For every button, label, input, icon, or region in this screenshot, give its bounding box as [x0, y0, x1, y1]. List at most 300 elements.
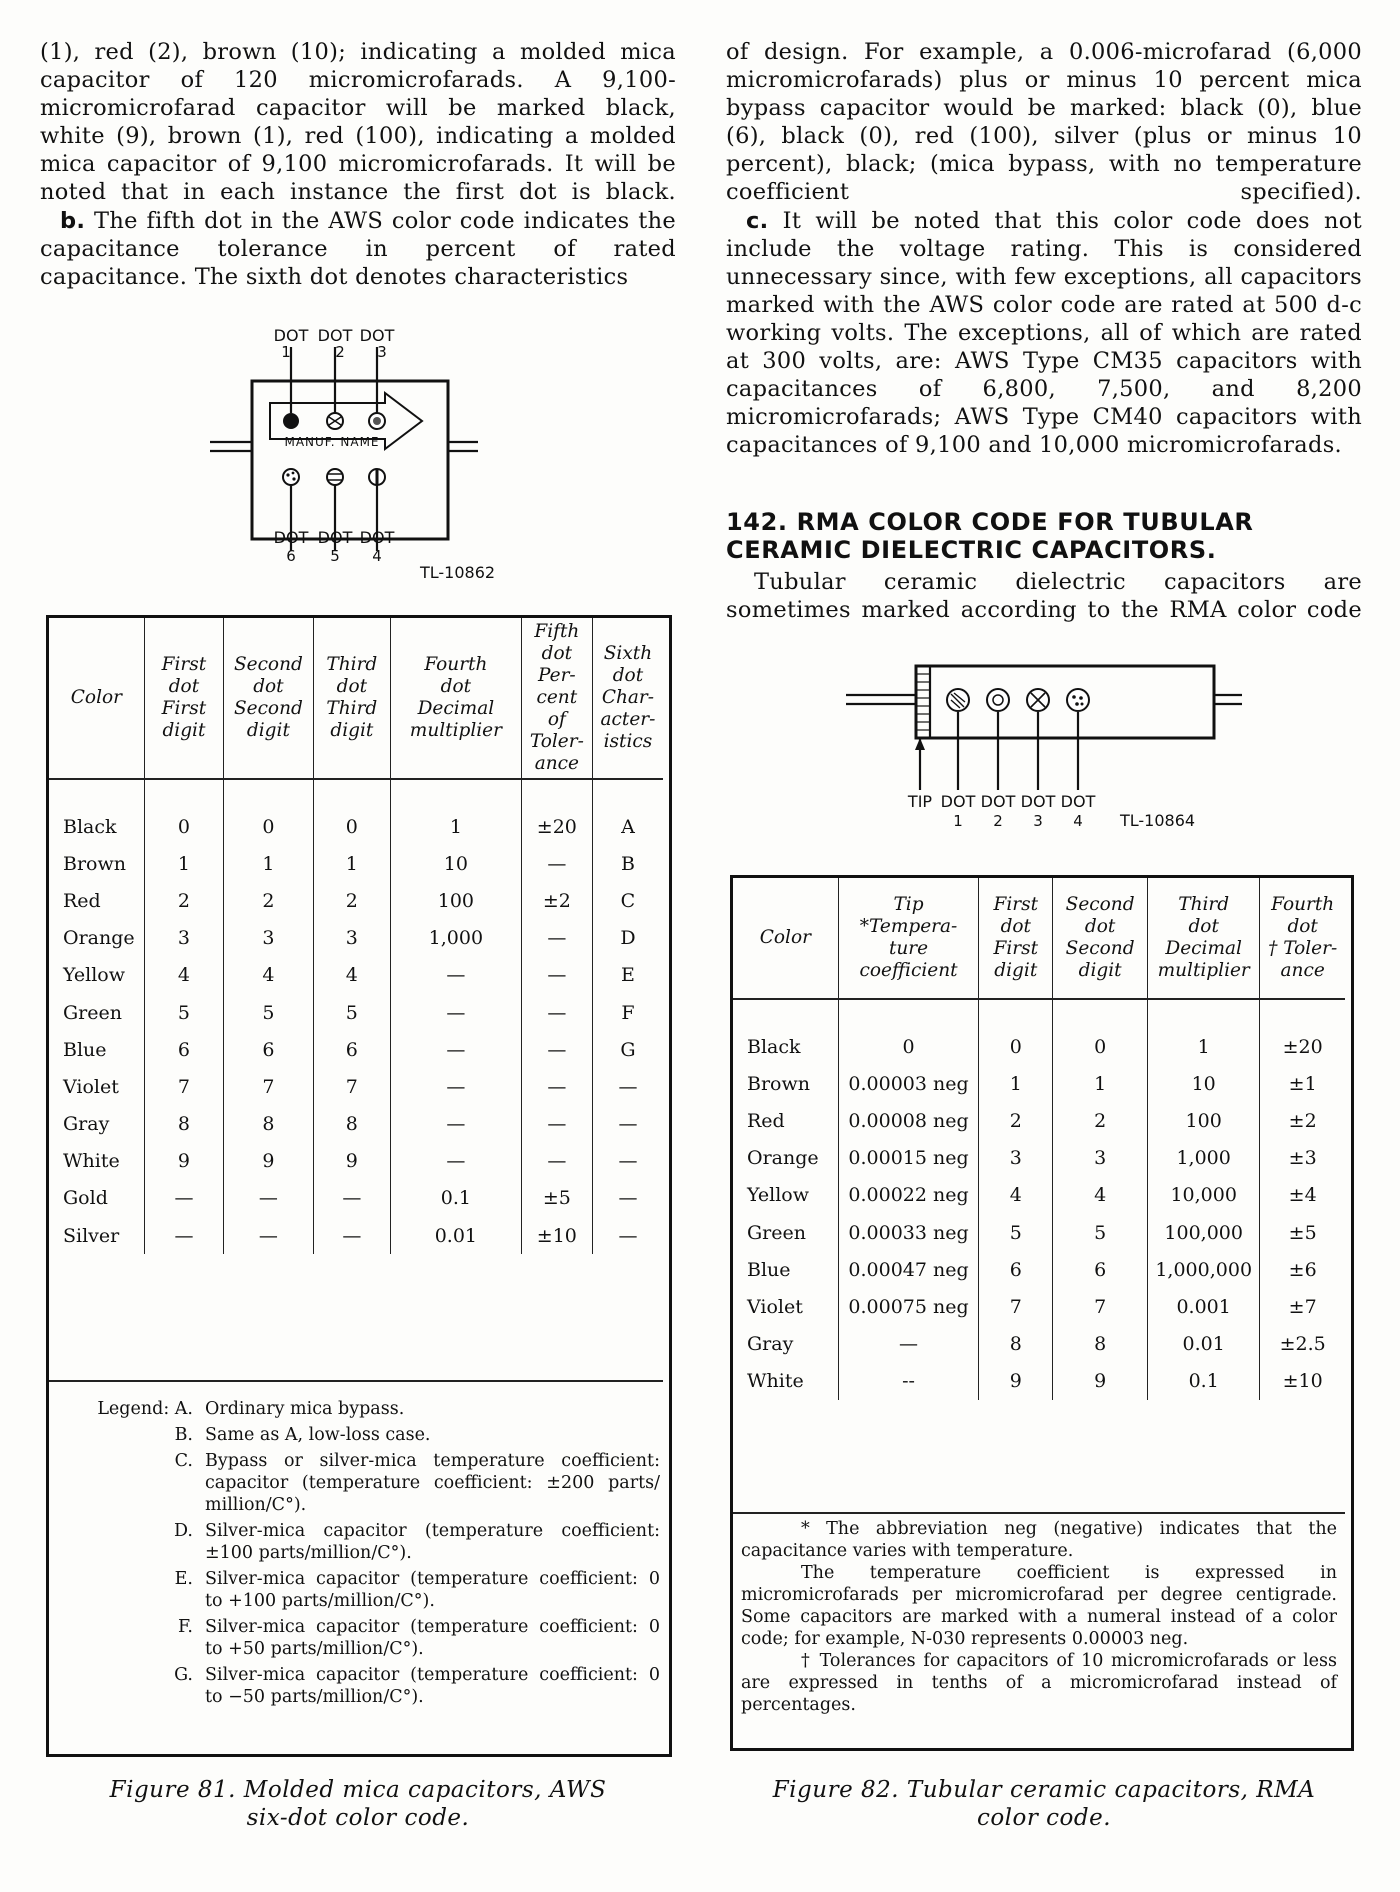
figure-82-notes-rule [733, 1512, 1345, 1514]
table-cell: 3 [313, 920, 390, 957]
column-header-line: Fifth [534, 621, 580, 642]
color-name-cell: Green [733, 1214, 838, 1251]
legend-key-letter: G. [174, 1665, 193, 1685]
column-header [313, 618, 390, 779]
table-cell: 2 [313, 882, 390, 919]
column-header-line: acter- [600, 709, 656, 730]
column-header-line: istics [603, 731, 653, 752]
column-header-line: dot [612, 665, 644, 686]
table-cell: ±4 [1288, 1184, 1317, 1207]
top-dot-number-1: 1 [281, 343, 291, 361]
column-header-line: dot [336, 676, 368, 697]
table-cell: — [521, 1068, 592, 1105]
ceramic-dot-4 [1067, 689, 1089, 711]
table-footnote: The temperature coefficient is expressed in micromicrofarads per micromicrofarad per degree centigrade. Some capacitors are marked with a numeral instead of a color code; for example, N-030 represents 0.00003 neg. [741, 1563, 1337, 1649]
table-row [733, 1326, 1345, 1363]
table-cell: 7 [144, 1068, 223, 1105]
column-header-line: digit [994, 960, 1038, 981]
table-row [733, 1028, 1345, 1065]
paragraph-label-c: c. [746, 208, 769, 234]
heading-line-2: CERAMIC DIELECTRIC CAPACITORS. [726, 536, 1217, 564]
table-cell: 1 [390, 808, 521, 845]
table-cell: — [618, 1224, 638, 1247]
figure-82-caption-line-2: color code. [976, 1805, 1112, 1831]
legend-key [55, 1616, 205, 1660]
section-heading-142 [726, 508, 1366, 564]
table-cell: 5 [979, 1214, 1053, 1251]
table-row [49, 1217, 663, 1254]
table-cell: — [224, 1180, 314, 1217]
column-header [49, 618, 144, 779]
column-header [1148, 878, 1260, 999]
table-cell: 2 [224, 882, 314, 919]
legend-key-letter: B. [174, 1425, 193, 1445]
table-cell: 3 [144, 920, 223, 957]
spacer-cell [49, 779, 144, 808]
table-row [49, 845, 663, 882]
column-header-line: First [161, 698, 207, 719]
table-cell: — [521, 957, 592, 994]
table-cell: 0.001 [1148, 1288, 1260, 1325]
color-name-cell: Black [49, 808, 144, 845]
color-name-cell: Yellow [49, 957, 144, 994]
column-header-line: Second [1065, 938, 1135, 959]
dot-5 [327, 469, 343, 485]
table-cell: ±10 [521, 1217, 592, 1254]
figure-82-caption [726, 1776, 1362, 1832]
column-header-line: dot [168, 676, 200, 697]
column-header-line: dot [1084, 916, 1116, 937]
column-header-line: Tip [893, 894, 924, 915]
column-header-line: Second [233, 654, 303, 675]
table-cell: 10 [1148, 1065, 1260, 1102]
bottom-dot-number-4: 4 [372, 547, 382, 565]
legend-key [55, 1520, 205, 1564]
table-cell: 9 [224, 1143, 314, 1180]
spacer-cell [1053, 999, 1148, 1028]
color-name-cell: White [733, 1363, 838, 1400]
table-cell: 2 [1053, 1102, 1148, 1139]
column-header [838, 878, 979, 999]
column-header [1260, 878, 1345, 999]
column-header-line: Second [1065, 894, 1135, 915]
column-header-line: Sixth [603, 643, 653, 664]
spacer-cell [313, 779, 390, 808]
table-cell: 0.00008 neg [838, 1102, 979, 1139]
column-header-line: ance [1280, 960, 1325, 981]
table-cell: — [313, 1217, 390, 1254]
table-cell: 1 [1148, 1028, 1260, 1065]
left-paragraph-2 [40, 207, 676, 291]
legend-item [55, 1568, 660, 1612]
table-cell: 8 [313, 1106, 390, 1143]
column-header [733, 878, 838, 999]
legend-item [55, 1664, 660, 1708]
color-name-cell: Gray [733, 1326, 838, 1363]
column-header [979, 878, 1053, 999]
spacer-cell [390, 779, 521, 808]
table-cell: — [390, 1068, 521, 1105]
color-name-cell: Brown [49, 845, 144, 882]
table-cell: 0 [979, 1028, 1053, 1065]
top-dot-label-2: DOT [317, 326, 353, 345]
left-paragraph-2-text: The fifth dot in the AWS color code indicates the capacitance tolerance in percent of rated capacitance. The sixth dot denotes characteristics [40, 208, 677, 290]
figure-81-diagram [200, 325, 500, 587]
column-header-line: digit [246, 720, 290, 741]
table-cell: F [621, 1001, 635, 1024]
legend-text: Bypass or silver-mica temperature coefficient: capacitor (temperature coefficient: ±200 parts/ million/C°). [205, 1451, 660, 1515]
color-name-cell: Red [733, 1102, 838, 1139]
legend-key [55, 1450, 205, 1516]
table-cell: — [618, 1113, 638, 1136]
color-name-cell: Gray [49, 1106, 144, 1143]
table-cell: 0 [1053, 1028, 1148, 1065]
legend-key [55, 1664, 205, 1708]
table-cell: — [144, 1180, 223, 1217]
table-cell: 5 [313, 994, 390, 1031]
right-paragraph-2 [726, 207, 1362, 459]
figure-82-caption-line-1: Figure 82. Tubular ceramic capacitors, RMA [772, 1777, 1316, 1803]
column-header-line: Fourth [1271, 894, 1335, 915]
table-cell: 7 [979, 1288, 1053, 1325]
table-cell: ±20 [521, 808, 592, 845]
column-header-line: dot [1188, 916, 1219, 937]
table-cell: 0.00047 neg [838, 1251, 979, 1288]
table-cell: 0.00022 neg [838, 1177, 979, 1214]
column-header [390, 618, 521, 779]
table-cell: 5 [224, 994, 314, 1031]
table-cell: 7 [313, 1068, 390, 1105]
tl-number-81: TL-10862 [420, 563, 496, 582]
color-name-cell: Gold [49, 1180, 144, 1217]
color-name-cell: Orange [49, 920, 144, 957]
column-header-line: ture [888, 938, 929, 959]
table-cell: — [521, 1031, 592, 1068]
column-header-line: dot [1287, 916, 1318, 937]
table-row [49, 1031, 663, 1068]
dot-6 [283, 469, 299, 485]
left-paragraph-1: (1), red (2), brown (10); indicating a molded mica capacitor of 120 micromicrofarads. A 9,100-micromicrofarad capacitor will be marked black, white (9), brown (1), red (100), indicating a molded mica capacitor of 9,100 micromicrofarads. It will be noted that in each instance the first dot is black. [40, 39, 676, 205]
color-name-cell: Silver [49, 1217, 144, 1254]
table-row [733, 1251, 1345, 1288]
column-header-line: dot [440, 676, 472, 697]
figure-82-table [733, 878, 1345, 1400]
column-header-line: digit [330, 720, 374, 741]
table-cell: 3 [224, 920, 314, 957]
table-cell: 10 [390, 845, 521, 882]
figure-81-caption-line-1: Figure 81. Molded mica capacitors, AWS [109, 1777, 607, 1803]
ceramic-dot-1 [947, 689, 969, 711]
column-header [521, 618, 592, 779]
color-name-cell: Brown [733, 1065, 838, 1102]
legend-text: Same as A, low-loss case. [205, 1425, 431, 1445]
column-header-line: coefficient [859, 960, 958, 981]
table-footnote: * The abbreviation neg (negative) indicates that the capacitance varies with temperature. [741, 1519, 1337, 1561]
table-cell: 1 [979, 1065, 1053, 1102]
table-cell: 6 [313, 1031, 390, 1068]
table-spacer-row [49, 779, 663, 808]
table-cell: 5 [144, 994, 223, 1031]
legend-item [55, 1616, 660, 1660]
table-cell: 4 [1053, 1177, 1148, 1214]
column-header-line: Fourth [424, 654, 488, 675]
table-row [733, 1065, 1345, 1102]
legend-key-letter: E. [174, 1569, 193, 1589]
table-cell: 6 [1053, 1251, 1148, 1288]
column-header [1053, 878, 1148, 999]
right-paragraph-2-text: It will be noted that this color code does not include the voltage rating. This is considered unnecessary since, with few exceptions, all capacitors marked with the AWS color code are rated at 500 d-c working volts. The exceptions, all of which are rated at 300 volts, are: AWS Type CM35 capacitors with capacitances of 6,800, 7,500, and 8,200 micromicrofarads; AWS Type CM40 capacitors with capacitances of 9,100 and 10,000 micromicrofarads. [726, 208, 1362, 458]
bottom-dot-number-6: 6 [286, 547, 296, 565]
table-cell: 100 [1148, 1102, 1260, 1139]
legend-key-letter: A. [174, 1399, 193, 1419]
table-cell: — [838, 1326, 979, 1363]
table-cell: 6 [224, 1031, 314, 1068]
table-row [733, 1288, 1345, 1325]
column-header [144, 618, 223, 779]
ceramic-dot-label-1: DOT [940, 792, 976, 811]
spacer-cell [592, 779, 663, 808]
table-cell: — [618, 1075, 638, 1098]
table-cell: ±2.5 [1279, 1333, 1326, 1356]
ceramic-dot-label-2: DOT [980, 792, 1016, 811]
table-cell: 0 [838, 1028, 979, 1065]
spacer-cell [733, 999, 838, 1028]
table-cell: 0 [313, 808, 390, 845]
table-cell: 0.00003 neg [838, 1065, 979, 1102]
column-header-line: Decimal [1165, 938, 1242, 959]
spacer-cell [838, 999, 979, 1028]
table-cell: 9 [313, 1143, 390, 1180]
table-cell: ±5 [521, 1180, 592, 1217]
table-cell: ±2 [521, 882, 592, 919]
spacer-cell [979, 999, 1053, 1028]
legend-key-letter: C. [174, 1451, 193, 1471]
column-header-line: Third [1178, 894, 1230, 915]
table-cell: — [390, 1143, 521, 1180]
column-header-line: Color [759, 927, 811, 948]
table-cell: ±1 [1288, 1072, 1317, 1095]
column-header-line: Decimal [417, 698, 495, 719]
column-header-line: dot [253, 676, 284, 697]
color-name-cell: Black [733, 1028, 838, 1065]
table-cell: B [620, 852, 635, 875]
column-header-line: dot [541, 643, 573, 664]
color-name-cell: Violet [733, 1288, 838, 1325]
legend-key [55, 1568, 205, 1612]
spacer-cell [144, 779, 223, 808]
paragraph-label-b: b. [60, 208, 86, 234]
table-cell: 7 [224, 1068, 314, 1105]
column-header-line: ance [534, 753, 579, 774]
table-cell: 0.1 [390, 1180, 521, 1217]
column-header-line: † Toler- [1268, 938, 1338, 959]
tip-label: TIP [907, 792, 933, 811]
table-cell: 9 [144, 1143, 223, 1180]
table-cell: — [144, 1217, 223, 1254]
table-row [49, 1106, 663, 1143]
table-cell: — [521, 920, 592, 957]
ceramic-dot-number-2: 2 [993, 812, 1003, 830]
column-header-line: First [161, 654, 207, 675]
legend-key-letter: F. [178, 1617, 193, 1637]
column-header-line: Third [326, 698, 378, 719]
figure-81-legend-rule [49, 1380, 663, 1382]
legend-item [55, 1450, 660, 1516]
table-cell: 0 [224, 808, 314, 845]
spacer-cell [521, 779, 592, 808]
ceramic-dot-label-3: DOT [1020, 792, 1056, 811]
dot-1-black [283, 413, 299, 429]
spacer-cell [1260, 999, 1345, 1028]
bottom-dot-label-6: DOT [273, 528, 309, 547]
column-header-line: Second [233, 698, 303, 719]
table-cell: — [224, 1217, 314, 1254]
table-cell: 4 [224, 957, 314, 994]
column-header-line: First [993, 938, 1039, 959]
table-cell: 4 [979, 1177, 1053, 1214]
table-cell: 6 [979, 1251, 1053, 1288]
table-cell: — [390, 1106, 521, 1143]
color-name-cell: Red [49, 882, 144, 919]
table-cell: -- [838, 1363, 979, 1400]
table-cell: 10,000 [1148, 1177, 1260, 1214]
table-cell: ±20 [1282, 1035, 1323, 1058]
table-cell: 3 [1053, 1140, 1148, 1177]
table-row [733, 1177, 1345, 1214]
table-row [733, 1214, 1345, 1251]
spacer-cell [224, 779, 314, 808]
table-cell: 0.01 [390, 1217, 521, 1254]
table-cell: ±2 [1288, 1109, 1317, 1132]
table-cell: ±5 [1288, 1221, 1317, 1244]
table-row [49, 808, 663, 845]
table-cell: — [313, 1180, 390, 1217]
top-dot-number-3: 3 [377, 343, 387, 361]
color-name-cell: Green [49, 994, 144, 1031]
table-cell: 9 [1053, 1363, 1148, 1400]
table-row [733, 1102, 1345, 1139]
table-cell: — [390, 1031, 521, 1068]
top-dot-label-1: DOT [273, 326, 309, 345]
right-paragraph-3: Tubular ceramic dielectric capacitors are sometimes marked according to the RMA color code [726, 569, 1362, 623]
table-cell: — [618, 1150, 638, 1173]
table-cell: 0.00033 neg [838, 1214, 979, 1251]
column-header-line: multiplier [409, 720, 502, 741]
column-header-line: First [993, 894, 1039, 915]
table-cell: — [390, 994, 521, 1031]
legend-key [55, 1424, 205, 1446]
column-header-line: dot [1000, 916, 1031, 937]
column-header-line: Third [326, 654, 378, 675]
table-row [49, 920, 663, 957]
table-cell: 1 [144, 845, 223, 882]
color-name-cell: Violet [49, 1068, 144, 1105]
table-cell: G [620, 1038, 636, 1061]
figure-81-caption-line-2: six-dot color code. [246, 1805, 470, 1831]
table-header-row [733, 878, 1345, 999]
table-row [733, 1140, 1345, 1177]
top-dot-number-2: 2 [335, 343, 345, 361]
table-cell: ±10 [1282, 1370, 1323, 1393]
table-row [733, 1363, 1345, 1400]
table-cell: ±3 [1288, 1147, 1317, 1170]
table-cell: 2 [979, 1102, 1053, 1139]
table-cell: 100 [390, 882, 521, 919]
table-cell: 7 [1053, 1288, 1148, 1325]
table-cell: 4 [144, 957, 223, 994]
ceramic-dot-number-4: 4 [1073, 812, 1083, 830]
table-cell: 1,000 [390, 920, 521, 957]
figure-81-caption [40, 1776, 676, 1832]
color-name-cell: White [49, 1143, 144, 1180]
ceramic-dot-label-4: DOT [1060, 792, 1096, 811]
table-cell: — [521, 994, 592, 1031]
table-cell: 8 [144, 1106, 223, 1143]
column-header-line: digit [162, 720, 206, 741]
figure-82-notes [741, 1518, 1337, 1716]
table-cell: 3 [979, 1140, 1053, 1177]
table-row [49, 882, 663, 919]
table-cell: 2 [144, 882, 223, 919]
table-cell: ±7 [1288, 1295, 1317, 1318]
color-name-cell: Blue [733, 1251, 838, 1288]
legend-text: Ordinary mica bypass. [205, 1399, 405, 1419]
table-cell: A [621, 815, 635, 838]
ceramic-dot-number-1: 1 [953, 812, 963, 830]
figure-81-legend [55, 1398, 660, 1712]
table-cell: 1 [313, 845, 390, 882]
column-header-line: Color [70, 687, 122, 708]
table-row [49, 957, 663, 994]
figure-82-diagram [840, 660, 1260, 835]
column-header-line: multiplier [1157, 960, 1250, 981]
table-cell: 0.00015 neg [838, 1140, 979, 1177]
table-row [49, 1068, 663, 1105]
heading-line-1: 142. RMA COLOR CODE FOR TUBULAR [726, 508, 1254, 536]
table-spacer-row [733, 999, 1345, 1028]
figure-81-table [49, 618, 663, 1254]
table-footnote: † Tolerances for capacitors of 10 micromicrofarads or less are expressed in tenths of a micromicrofarad instead of percentages. [741, 1651, 1337, 1715]
bottom-dot-label-4: DOT [359, 528, 395, 547]
table-cell: 0.01 [1148, 1326, 1260, 1363]
legend-text: Silver-mica capacitor (temperature coefficient: 0 to +50 parts/million/C°). [205, 1617, 660, 1659]
column-header [592, 618, 663, 779]
table-cell: 0 [144, 808, 223, 845]
table-cell: C [620, 889, 636, 912]
table-cell: 4 [313, 957, 390, 994]
table-cell: 0.1 [1148, 1363, 1260, 1400]
legend-item [55, 1520, 660, 1564]
table-cell: 1,000 [1148, 1140, 1260, 1177]
table-cell: 1 [1053, 1065, 1148, 1102]
tl-number-82: TL-10864 [1120, 811, 1196, 830]
manufacturer-label: MANUF. NAME [284, 435, 380, 449]
table-cell: 8 [979, 1326, 1053, 1363]
legend-key [55, 1398, 205, 1420]
column-header-line: Toler- [529, 731, 584, 752]
table-cell: — [521, 845, 592, 882]
table-cell: 8 [1053, 1326, 1148, 1363]
table-cell: 1,000,000 [1148, 1251, 1260, 1288]
bottom-dot-number-5: 5 [330, 547, 340, 565]
table-cell: 1 [224, 845, 314, 882]
table-cell: 5 [1053, 1214, 1148, 1251]
column-header-line: Char- [601, 687, 655, 708]
table-cell: — [390, 957, 521, 994]
table-cell: ±6 [1288, 1258, 1317, 1281]
column-header-line: *Tempera- [859, 916, 958, 937]
ceramic-dot-2 [987, 689, 1009, 711]
